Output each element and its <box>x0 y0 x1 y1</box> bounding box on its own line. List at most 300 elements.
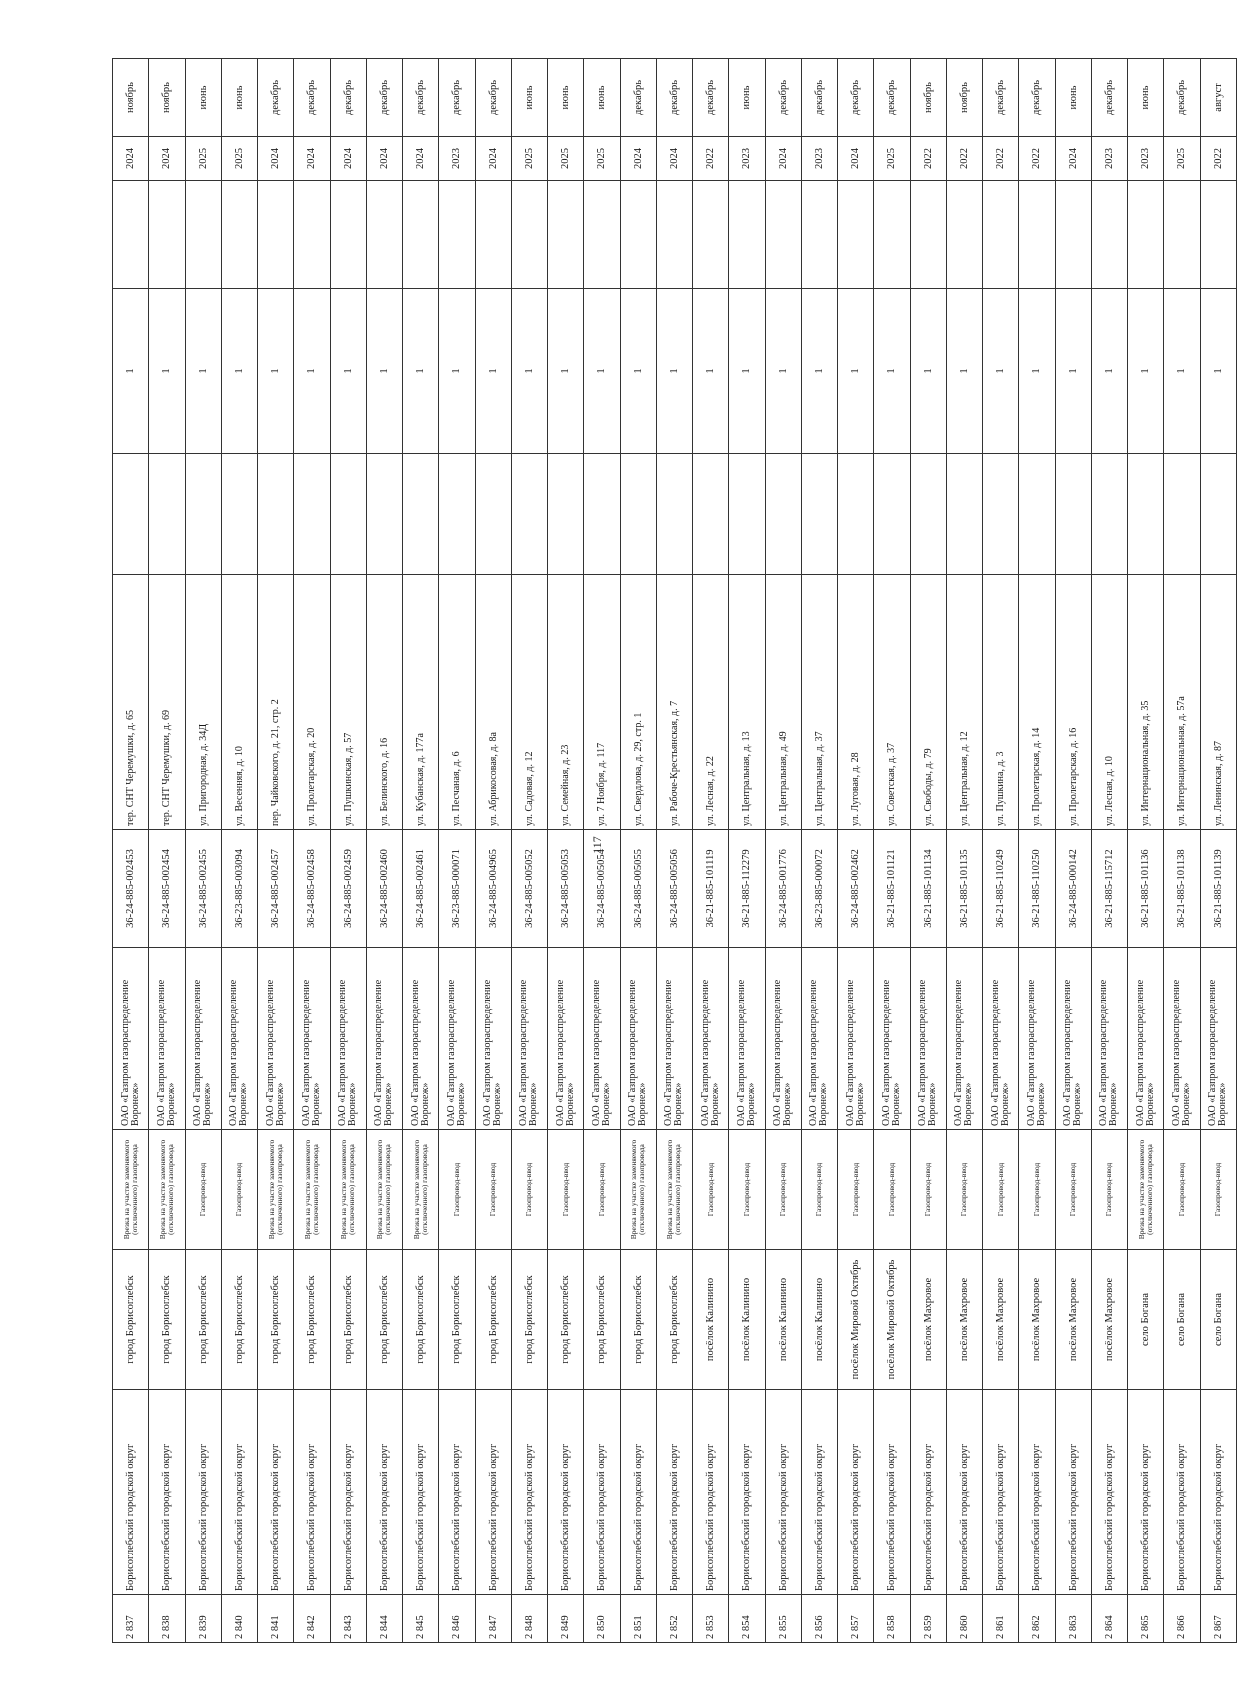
table-row <box>801 59 837 1643</box>
quantity-cell: 1 <box>1091 289 1127 454</box>
address-cell: ул. Интернациональная, д. 57а <box>1164 575 1200 830</box>
empty-cell <box>221 181 257 289</box>
table-row <box>439 59 475 1643</box>
organization-cell: ОАО «Газпром газораспределение Воронеж» <box>330 948 366 1130</box>
settlement-cell: село Богана <box>1128 1250 1164 1390</box>
empty-cell <box>548 454 584 575</box>
address-cell: ул. Кубанская, д. 177а <box>403 575 439 830</box>
organization-cell: ОАО «Газпром газораспределение Воронеж» <box>294 948 330 1130</box>
address-cell: ул. Советская, д. 37 <box>874 575 910 830</box>
rotated-page <box>112 59 1237 1643</box>
month-cell: декабрь <box>693 59 729 137</box>
object-code-cell: 36-24-885-002455 <box>185 830 221 948</box>
empty-cell <box>584 181 620 289</box>
table-row <box>548 59 584 1643</box>
year-cell: 2022 <box>910 137 946 181</box>
empty-cell <box>693 454 729 575</box>
empty-cell <box>620 454 656 575</box>
work-type-cell: Газопровод-ввод <box>1200 1130 1237 1250</box>
work-type-cell: Врезка на участке заменяемого (отключенного) газопровода <box>330 1130 366 1250</box>
settlement-cell: город Борисоглебск <box>113 1250 149 1390</box>
quantity-cell: 1 <box>330 289 366 454</box>
address-cell: ул. Свободы, д. 79 <box>910 575 946 830</box>
empty-cell <box>149 454 185 575</box>
district-cell: Борисоглебский городской округ <box>983 1390 1019 1595</box>
month-cell: ноябрь <box>149 59 185 137</box>
quantity-cell: 1 <box>113 289 149 454</box>
row-number: 2 845 <box>403 1595 439 1643</box>
table-body <box>113 59 1237 1643</box>
table-row <box>403 59 439 1643</box>
work-type-cell: Газопровод-ввод <box>946 1130 982 1250</box>
empty-cell <box>1055 181 1091 289</box>
row-number: 2 839 <box>185 1595 221 1643</box>
empty-cell <box>439 181 475 289</box>
empty-cell <box>801 181 837 289</box>
address-cell: тер. СНТ Черемушки, д. 69 <box>149 575 185 830</box>
object-code-cell: 36-24-885-002461 <box>403 830 439 948</box>
quantity-cell: 1 <box>946 289 982 454</box>
object-code-cell: 36-24-885-002462 <box>838 830 874 948</box>
object-code-cell: 36-24-885-005053 <box>548 830 584 948</box>
organization-cell: ОАО «Газпром газораспределение Воронеж» <box>1091 948 1127 1130</box>
settlement-cell: город Борисоглебск <box>149 1250 185 1390</box>
row-number: 2 858 <box>874 1595 910 1643</box>
empty-cell <box>1019 454 1055 575</box>
object-code-cell: 36-24-885-002460 <box>366 830 402 948</box>
district-cell: Борисоглебский городской округ <box>801 1390 837 1595</box>
district-cell: Борисоглебский городской округ <box>221 1390 257 1595</box>
row-number: 2 838 <box>149 1595 185 1643</box>
month-cell: июнь <box>185 59 221 137</box>
row-number: 2 862 <box>1019 1595 1055 1643</box>
quantity-cell: 1 <box>1128 289 1164 454</box>
work-type-cell: Врезка на участке заменяемого (отключенного) газопровода <box>294 1130 330 1250</box>
empty-cell <box>294 454 330 575</box>
month-cell: август <box>1200 59 1237 137</box>
district-cell: Борисоглебский городской округ <box>1019 1390 1055 1595</box>
organization-cell: ОАО «Газпром газораспределение Воронеж» <box>910 948 946 1130</box>
month-cell: июнь <box>548 59 584 137</box>
row-number: 2 846 <box>439 1595 475 1643</box>
object-code-cell: 36-21-885-101136 <box>1128 830 1164 948</box>
organization-cell: ОАО «Газпром газораспределение Воронеж» <box>983 948 1019 1130</box>
settlement-cell: город Борисоглебск <box>620 1250 656 1390</box>
work-type-cell: Газопровод-ввод <box>1091 1130 1127 1250</box>
address-cell: ул. Свердлова, д. 29, стр. 1 <box>620 575 656 830</box>
table-row <box>1200 59 1237 1643</box>
settlement-cell: село Богана <box>1164 1250 1200 1390</box>
address-cell: ул. Рабоче-Крестьянская, д. 7 <box>656 575 692 830</box>
settlement-cell: город Борисоглебск <box>221 1250 257 1390</box>
settlement-cell: город Борисоглебск <box>439 1250 475 1390</box>
month-cell: декабрь <box>838 59 874 137</box>
settlement-cell: город Борисоглебск <box>584 1250 620 1390</box>
object-code-cell: 36-24-885-002459 <box>330 830 366 948</box>
address-cell: ул. Пролетарская, д. 16 <box>1055 575 1091 830</box>
address-cell: ул. Центральная, д. 12 <box>946 575 982 830</box>
quantity-cell: 1 <box>1055 289 1091 454</box>
table-row <box>910 59 946 1643</box>
object-code-cell: 36-21-885-110249 <box>983 830 1019 948</box>
table-row <box>366 59 402 1643</box>
settlement-cell: город Борисоглебск <box>511 1250 547 1390</box>
year-cell: 2024 <box>656 137 692 181</box>
district-cell: Борисоглебский городской округ <box>946 1390 982 1595</box>
settlement-cell: город Борисоглебск <box>656 1250 692 1390</box>
address-cell: тер. СНТ Черемушки, д. 65 <box>113 575 149 830</box>
table-row <box>185 59 221 1643</box>
object-code-cell: 36-24-885-002457 <box>258 830 294 948</box>
row-number: 2 843 <box>330 1595 366 1643</box>
quantity-cell: 1 <box>548 289 584 454</box>
organization-cell: ОАО «Газпром газораспределение Воронеж» <box>765 948 801 1130</box>
month-cell: декабрь <box>1164 59 1200 137</box>
month-cell: декабрь <box>983 59 1019 137</box>
organization-cell: ОАО «Газпром газораспределение Воронеж» <box>403 948 439 1130</box>
quantity-cell: 1 <box>1019 289 1055 454</box>
organization-cell: ОАО «Газпром газораспределение Воронеж» <box>946 948 982 1130</box>
empty-cell <box>765 181 801 289</box>
row-number: 2 861 <box>983 1595 1019 1643</box>
district-cell: Борисоглебский городской округ <box>1128 1390 1164 1595</box>
month-cell: июнь <box>1128 59 1164 137</box>
empty-cell <box>946 181 982 289</box>
district-cell: Борисоглебский городской округ <box>1164 1390 1200 1595</box>
district-cell: Борисоглебский городской округ <box>511 1390 547 1595</box>
object-code-cell: 36-21-885-115712 <box>1091 830 1127 948</box>
row-number: 2 865 <box>1128 1595 1164 1643</box>
table-row <box>149 59 185 1643</box>
quantity-cell: 1 <box>403 289 439 454</box>
address-cell: ул. Весенняя, д. 10 <box>221 575 257 830</box>
work-type-cell: Врезка на участке заменяемого (отключенного) газопровода <box>258 1130 294 1250</box>
empty-cell <box>1055 454 1091 575</box>
district-cell: Борисоглебский городской округ <box>910 1390 946 1595</box>
work-type-cell: Газопровод-ввод <box>185 1130 221 1250</box>
month-cell: декабрь <box>1091 59 1127 137</box>
object-code-cell: 36-21-885-101135 <box>946 830 982 948</box>
year-cell: 2022 <box>1019 137 1055 181</box>
table-row <box>584 59 620 1643</box>
organization-cell: ОАО «Газпром газораспределение Воронеж» <box>475 948 511 1130</box>
row-number: 2 859 <box>910 1595 946 1643</box>
settlement-cell: посёлок Мировой Октябрь <box>838 1250 874 1390</box>
organization-cell: ОАО «Газпром газораспределение Воронеж» <box>1055 948 1091 1130</box>
gas-connection-table <box>112 58 1237 1643</box>
district-cell: Борисоглебский городской округ <box>693 1390 729 1595</box>
row-number: 2 840 <box>221 1595 257 1643</box>
table-row <box>258 59 294 1643</box>
month-cell: ноябрь <box>946 59 982 137</box>
quantity-cell: 1 <box>511 289 547 454</box>
year-cell: 2023 <box>801 137 837 181</box>
year-cell: 2025 <box>584 137 620 181</box>
month-cell: декабрь <box>366 59 402 137</box>
organization-cell: ОАО «Газпром газораспределение Воронеж» <box>656 948 692 1130</box>
object-code-cell: 36-24-885-005052 <box>511 830 547 948</box>
district-cell: Борисоглебский городской округ <box>185 1390 221 1595</box>
work-type-cell: Газопровод-ввод <box>838 1130 874 1250</box>
month-cell: июнь <box>729 59 765 137</box>
address-cell: ул. Белинского, д. 16 <box>366 575 402 830</box>
table-row <box>511 59 547 1643</box>
object-code-cell: 36-24-885-005054 <box>584 830 620 948</box>
table-row <box>838 59 874 1643</box>
district-cell: Борисоглебский городской округ <box>1055 1390 1091 1595</box>
object-code-cell: 36-24-885-004965 <box>475 830 511 948</box>
row-number: 2 842 <box>294 1595 330 1643</box>
row-number: 2 847 <box>475 1595 511 1643</box>
table-row <box>729 59 765 1643</box>
table-row <box>1019 59 1055 1643</box>
empty-cell <box>258 181 294 289</box>
year-cell: 2025 <box>874 137 910 181</box>
object-code-cell: 36-24-885-005056 <box>656 830 692 948</box>
work-type-cell: Газопровод-ввод <box>511 1130 547 1250</box>
object-code-cell: 36-21-885-101121 <box>874 830 910 948</box>
organization-cell: ОАО «Газпром газораспределение Воронеж» <box>113 948 149 1130</box>
empty-cell <box>1128 454 1164 575</box>
row-number: 2 860 <box>946 1595 982 1643</box>
row-number: 2 841 <box>258 1595 294 1643</box>
table-row <box>330 59 366 1643</box>
address-cell: ул. Пригородная, д. 34Д <box>185 575 221 830</box>
quantity-cell: 1 <box>1200 289 1237 454</box>
year-cell: 2025 <box>221 137 257 181</box>
organization-cell: ОАО «Газпром газораспределение Воронеж» <box>1164 948 1200 1130</box>
organization-cell: ОАО «Газпром газораспределение Воронеж» <box>584 948 620 1130</box>
page-number: 117 <box>590 836 604 854</box>
year-cell: 2022 <box>1200 137 1237 181</box>
empty-cell <box>403 181 439 289</box>
year-cell: 2024 <box>113 137 149 181</box>
empty-cell <box>983 181 1019 289</box>
empty-cell <box>258 454 294 575</box>
district-cell: Борисоглебский городской округ <box>475 1390 511 1595</box>
row-number: 2 856 <box>801 1595 837 1643</box>
row-number: 2 851 <box>620 1595 656 1643</box>
settlement-cell: посёлок Махровое <box>910 1250 946 1390</box>
district-cell: Борисоглебский городской округ <box>403 1390 439 1595</box>
object-code-cell: 36-23-885-000071 <box>439 830 475 948</box>
settlement-cell: посёлок Махровое <box>983 1250 1019 1390</box>
settlement-cell: город Борисоглебск <box>366 1250 402 1390</box>
work-type-cell: Газопровод-ввод <box>584 1130 620 1250</box>
work-type-cell: Врезка на участке заменяемого (отключенного) газопровода <box>113 1130 149 1250</box>
empty-cell <box>330 454 366 575</box>
row-number: 2 863 <box>1055 1595 1091 1643</box>
address-cell: ул. Лесная, д. 22 <box>693 575 729 830</box>
year-cell: 2024 <box>149 137 185 181</box>
year-cell: 2024 <box>330 137 366 181</box>
empty-cell <box>511 181 547 289</box>
organization-cell: ОАО «Газпром газораспределение Воронеж» <box>511 948 547 1130</box>
district-cell: Борисоглебский городской округ <box>548 1390 584 1595</box>
district-cell: Борисоглебский городской округ <box>656 1390 692 1595</box>
quantity-cell: 1 <box>475 289 511 454</box>
work-type-cell: Газопровод-ввод <box>1055 1130 1091 1250</box>
empty-cell <box>185 454 221 575</box>
work-type-cell: Газопровод-ввод <box>439 1130 475 1250</box>
empty-cell <box>366 181 402 289</box>
organization-cell: ОАО «Газпром газораспределение Воронеж» <box>1128 948 1164 1130</box>
empty-cell <box>946 454 982 575</box>
quantity-cell: 1 <box>366 289 402 454</box>
empty-cell <box>874 181 910 289</box>
quantity-cell: 1 <box>656 289 692 454</box>
work-type-cell: Газопровод-ввод <box>910 1130 946 1250</box>
object-code-cell: 36-21-885-101138 <box>1164 830 1200 948</box>
empty-cell <box>1091 454 1127 575</box>
empty-cell <box>1128 181 1164 289</box>
district-cell: Борисоглебский городской округ <box>765 1390 801 1595</box>
settlement-cell: город Борисоглебск <box>185 1250 221 1390</box>
month-cell: декабрь <box>330 59 366 137</box>
year-cell: 2022 <box>946 137 982 181</box>
organization-cell: ОАО «Газпром газораспределение Воронеж» <box>221 948 257 1130</box>
address-cell: ул. Ленинская, д. 87 <box>1200 575 1237 830</box>
work-type-cell: Врезка на участке заменяемого (отключенного) газопровода <box>620 1130 656 1250</box>
address-cell: ул. Семейная, д. 23 <box>548 575 584 830</box>
object-code-cell: 36-21-885-101139 <box>1200 830 1237 948</box>
district-cell: Борисоглебский городской округ <box>113 1390 149 1595</box>
organization-cell: ОАО «Газпром газораспределение Воронеж» <box>874 948 910 1130</box>
settlement-cell: город Борисоглебск <box>294 1250 330 1390</box>
row-number: 2 849 <box>548 1595 584 1643</box>
settlement-cell: посёлок Махровое <box>1055 1250 1091 1390</box>
empty-cell <box>656 454 692 575</box>
empty-cell <box>1200 454 1237 575</box>
object-code-cell: 36-24-885-002458 <box>294 830 330 948</box>
empty-cell <box>366 454 402 575</box>
quantity-cell: 1 <box>185 289 221 454</box>
quantity-cell: 1 <box>439 289 475 454</box>
district-cell: Борисоглебский городской округ <box>620 1390 656 1595</box>
object-code-cell: 36-23-885-003094 <box>221 830 257 948</box>
year-cell: 2024 <box>294 137 330 181</box>
year-cell: 2022 <box>693 137 729 181</box>
settlement-cell: посёлок Махровое <box>1019 1250 1055 1390</box>
month-cell: декабрь <box>874 59 910 137</box>
quantity-cell: 1 <box>693 289 729 454</box>
work-type-cell: Врезка на участке заменяемого (отключенного) газопровода <box>656 1130 692 1250</box>
settlement-cell: посёлок Калинино <box>765 1250 801 1390</box>
row-number: 2 837 <box>113 1595 149 1643</box>
organization-cell: ОАО «Газпром газораспределение Воронеж» <box>729 948 765 1130</box>
row-number: 2 844 <box>366 1595 402 1643</box>
settlement-cell: город Борисоглебск <box>258 1250 294 1390</box>
year-cell: 2024 <box>403 137 439 181</box>
month-cell: декабрь <box>403 59 439 137</box>
quantity-cell: 1 <box>765 289 801 454</box>
organization-cell: ОАО «Газпром газораспределение Воронеж» <box>620 948 656 1130</box>
empty-cell <box>330 181 366 289</box>
work-type-cell: Врезка на участке заменяемого (отключенного) газопровода <box>403 1130 439 1250</box>
object-code-cell: 36-24-885-005055 <box>620 830 656 948</box>
empty-cell <box>910 181 946 289</box>
table-row <box>1055 59 1091 1643</box>
row-number: 2 850 <box>584 1595 620 1643</box>
address-cell: ул. Садовая, д. 12 <box>511 575 547 830</box>
object-code-cell: 36-23-885-000072 <box>801 830 837 948</box>
district-cell: Борисоглебский городской округ <box>294 1390 330 1595</box>
empty-cell <box>221 454 257 575</box>
work-type-cell: Газопровод-ввод <box>801 1130 837 1250</box>
object-code-cell: 36-21-885-101134 <box>910 830 946 948</box>
table-row <box>874 59 910 1643</box>
quantity-cell: 1 <box>910 289 946 454</box>
empty-cell <box>620 181 656 289</box>
quantity-cell: 1 <box>620 289 656 454</box>
organization-cell: ОАО «Газпром газораспределение Воронеж» <box>1200 948 1237 1130</box>
district-cell: Борисоглебский городской округ <box>366 1390 402 1595</box>
empty-cell <box>838 454 874 575</box>
quantity-cell: 1 <box>258 289 294 454</box>
empty-cell <box>1164 454 1200 575</box>
month-cell: декабрь <box>1019 59 1055 137</box>
address-cell: ул. Центральная, д. 13 <box>729 575 765 830</box>
year-cell: 2025 <box>1164 137 1200 181</box>
settlement-cell: посёлок Махровое <box>1091 1250 1127 1390</box>
address-cell: ул. Центральная, д. 37 <box>801 575 837 830</box>
empty-cell <box>548 181 584 289</box>
month-cell: июнь <box>221 59 257 137</box>
table-row <box>113 59 149 1643</box>
empty-cell <box>874 454 910 575</box>
address-cell: ул. Центральная, д. 49 <box>765 575 801 830</box>
row-number: 2 855 <box>765 1595 801 1643</box>
month-cell: декабрь <box>258 59 294 137</box>
work-type-cell: Газопровод-ввод <box>1019 1130 1055 1250</box>
empty-cell <box>439 454 475 575</box>
settlement-cell: город Борисоглебск <box>403 1250 439 1390</box>
address-cell: ул. Пушкина, д. 3 <box>983 575 1019 830</box>
month-cell: декабрь <box>620 59 656 137</box>
work-type-cell: Врезка на участке заменяемого (отключенного) газопровода <box>366 1130 402 1250</box>
year-cell: 2025 <box>511 137 547 181</box>
month-cell: июнь <box>1055 59 1091 137</box>
settlement-cell: город Борисоглебск <box>475 1250 511 1390</box>
work-type-cell: Газопровод-ввод <box>693 1130 729 1250</box>
row-number: 2 854 <box>729 1595 765 1643</box>
table-row <box>475 59 511 1643</box>
address-cell: пер. Чайковского, д. 21, стр. 2 <box>258 575 294 830</box>
quantity-cell: 1 <box>584 289 620 454</box>
address-cell: ул. Лесная, д. 10 <box>1091 575 1127 830</box>
work-type-cell: Врезка на участке заменяемого (отключенного) газопровода <box>149 1130 185 1250</box>
year-cell: 2024 <box>838 137 874 181</box>
month-cell: декабрь <box>765 59 801 137</box>
year-cell: 2024 <box>765 137 801 181</box>
month-cell: декабрь <box>656 59 692 137</box>
work-type-cell: Газопровод-ввод <box>221 1130 257 1250</box>
row-number: 2 857 <box>838 1595 874 1643</box>
row-number: 2 867 <box>1200 1595 1237 1643</box>
work-type-cell: Газопровод-ввод <box>1164 1130 1200 1250</box>
table-row <box>983 59 1019 1643</box>
address-cell: ул. Песчаная, д. 6 <box>439 575 475 830</box>
year-cell: 2024 <box>1055 137 1091 181</box>
month-cell: ноябрь <box>910 59 946 137</box>
table-row <box>946 59 982 1643</box>
work-type-cell: Врезка на участке заменяемого (отключенного) газопровода <box>1128 1130 1164 1250</box>
row-number: 2 852 <box>656 1595 692 1643</box>
empty-cell <box>511 454 547 575</box>
empty-cell <box>910 454 946 575</box>
district-cell: Борисоглебский городской округ <box>874 1390 910 1595</box>
row-number: 2 864 <box>1091 1595 1127 1643</box>
